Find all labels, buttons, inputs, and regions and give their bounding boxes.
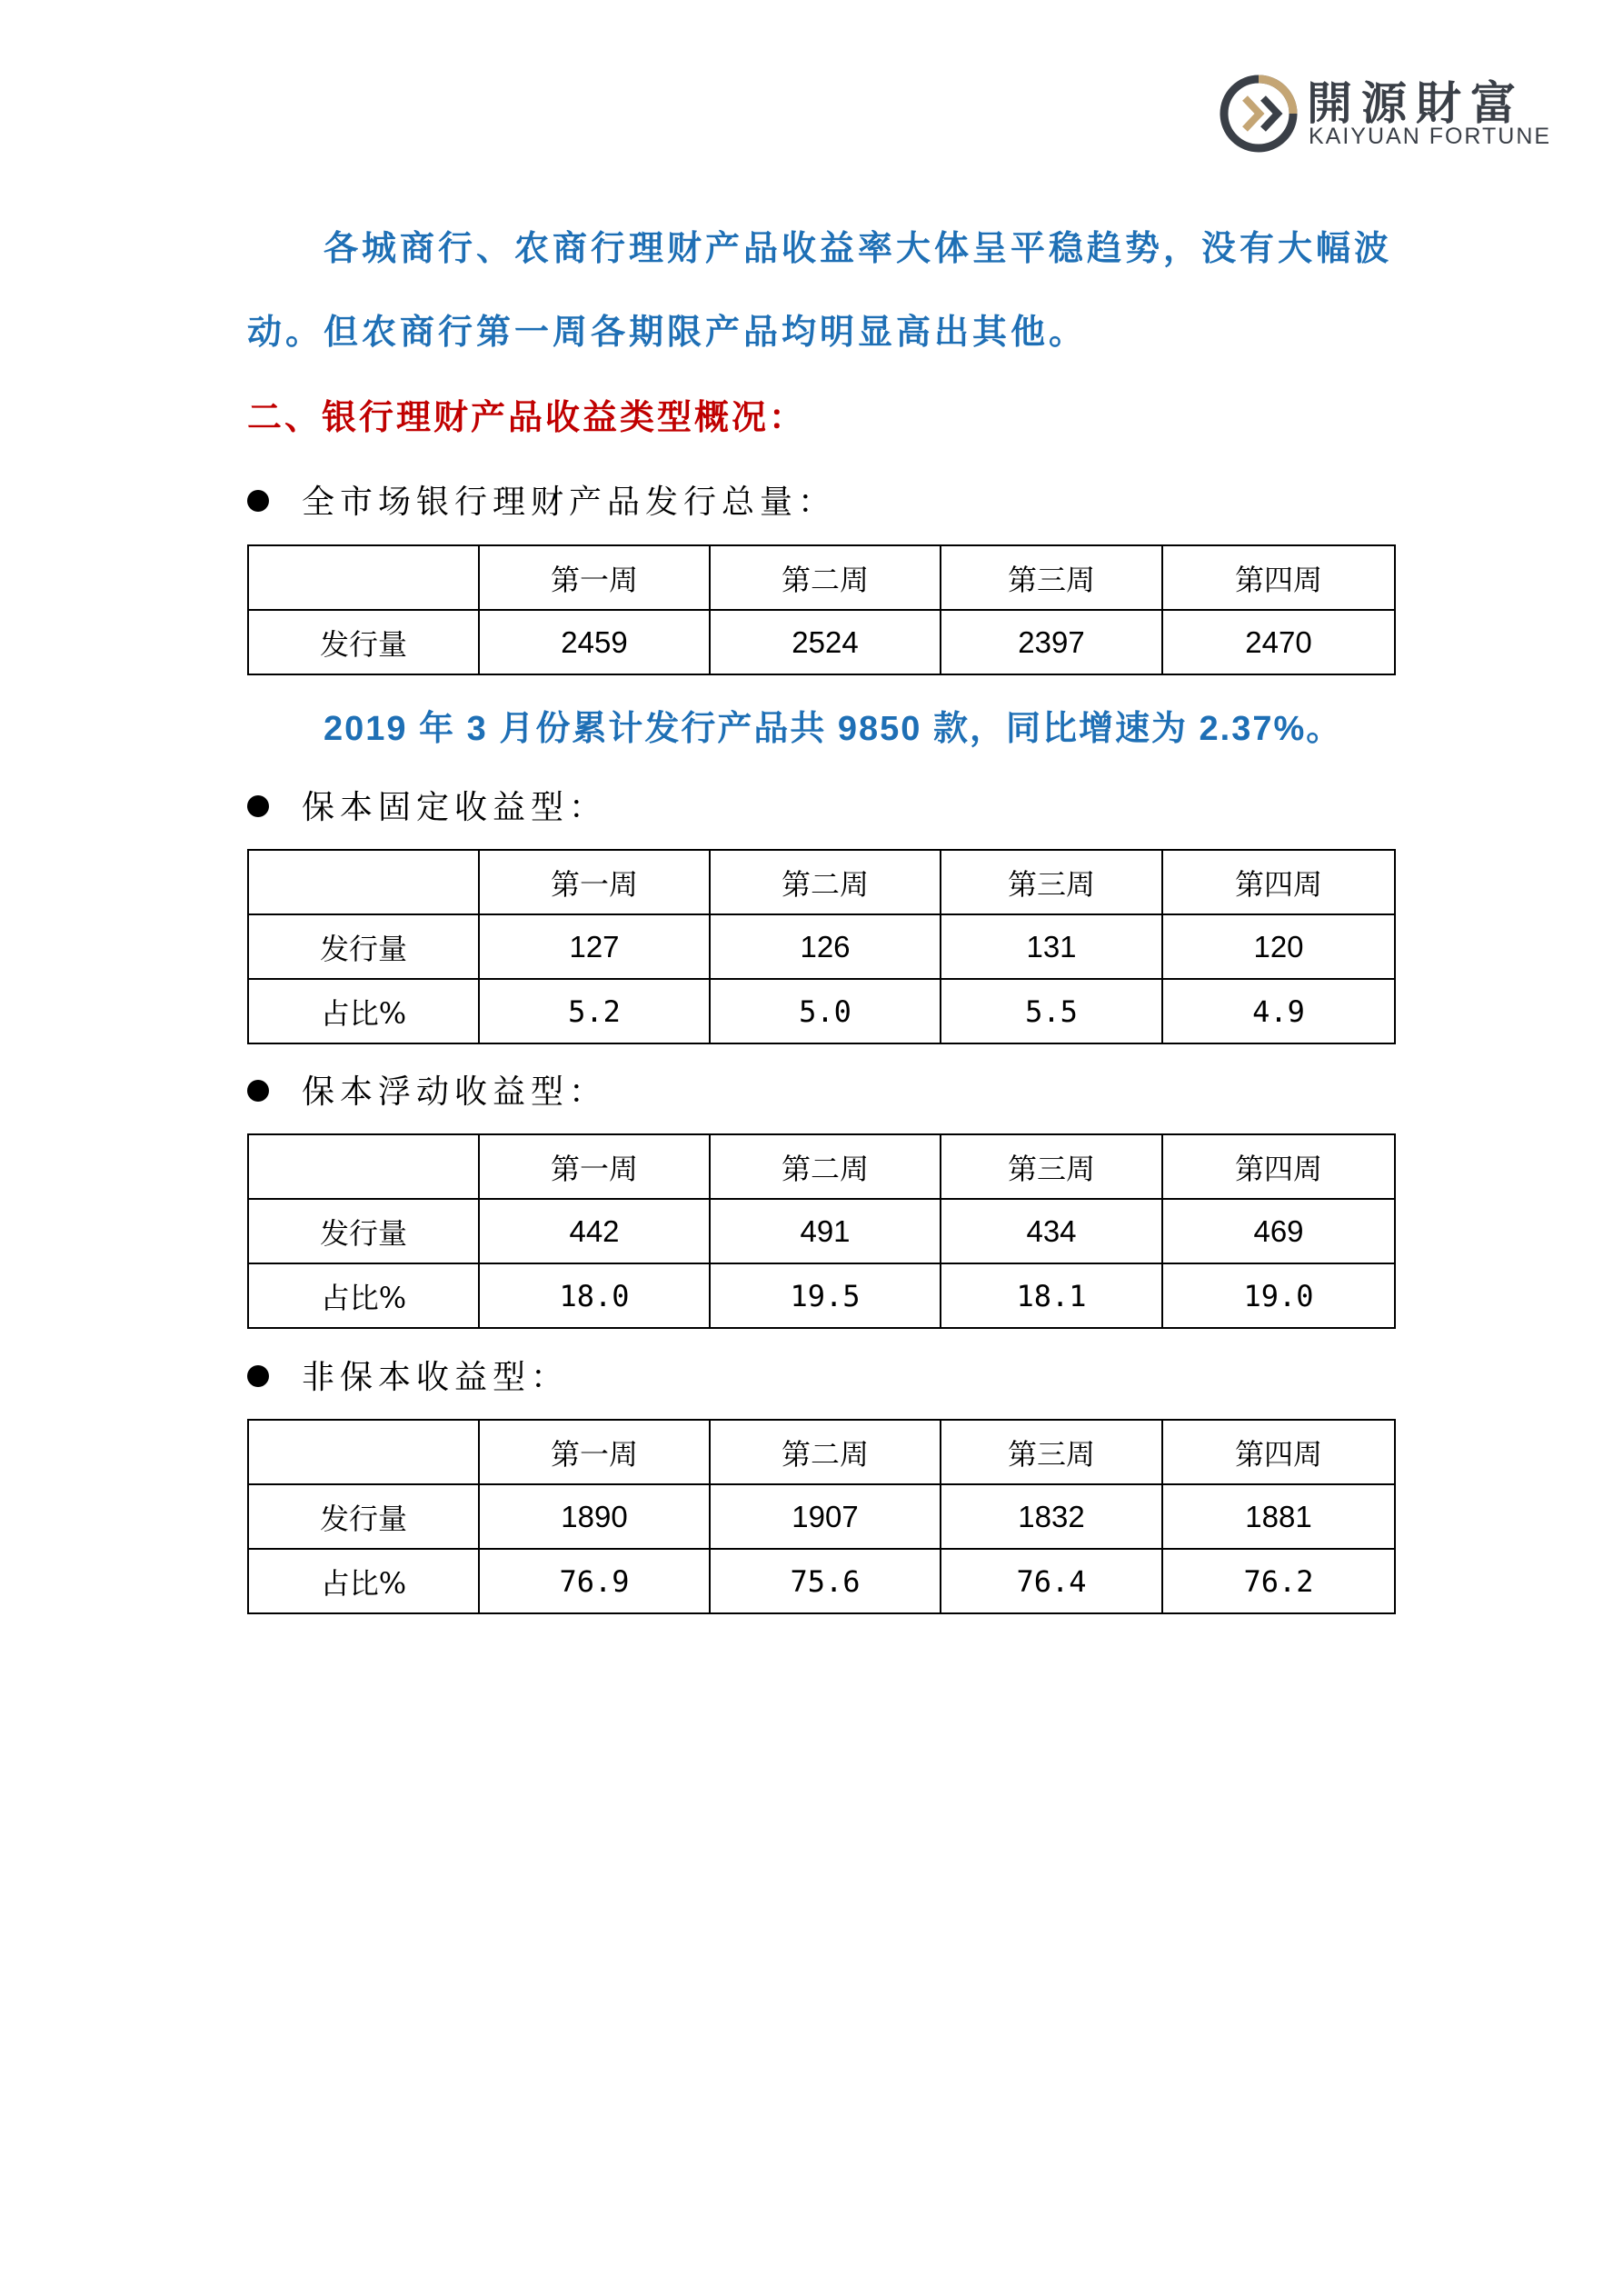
bullet-dot-icon [247, 795, 269, 817]
table-cell: 2524 [710, 610, 941, 674]
table-cell: 18.1 [941, 1263, 1162, 1328]
table-cell: 120 [1162, 914, 1395, 979]
header-cell: 第四周 [1162, 850, 1395, 914]
table-cell: 2459 [479, 610, 710, 674]
header-cell: 第一周 [479, 1134, 710, 1199]
header-cell [248, 1420, 479, 1484]
bullet-title: 全市场银行理财产品发行总量： [302, 484, 837, 521]
table-header-row [248, 850, 1395, 914]
header-cell: 第二周 [710, 545, 941, 610]
bullet-dot-icon [247, 1080, 269, 1102]
table-cell: 434 [941, 1199, 1162, 1263]
header-cell: 第三周 [941, 1420, 1162, 1484]
table-cell: 1832 [941, 1484, 1162, 1549]
table-row [248, 1199, 1395, 1263]
table-cell: 491 [710, 1199, 941, 1263]
row-label: 发行量 [248, 914, 479, 979]
header-cell [248, 1134, 479, 1199]
header-cell: 第一周 [479, 545, 710, 610]
table-row [248, 1263, 1395, 1328]
table-header-row [248, 1420, 1395, 1484]
header-cell: 第二周 [710, 1420, 941, 1484]
table-cell: 75.6 [710, 1549, 941, 1613]
table-cell: 1881 [1162, 1484, 1395, 1549]
table-cell: 5.5 [941, 979, 1162, 1043]
bullet-non-guaranteed [247, 1352, 569, 1398]
intro-line-2: 动。但农商行第一周各期限产品均明显高出其他。 [247, 311, 1088, 352]
monthly-summary: 2019 年 3 月份累计发行产品共 9850 款，同比增速为 2.37%。 [324, 710, 1343, 748]
table-fixed-income [247, 849, 1396, 1044]
table-cell: 2397 [941, 610, 1162, 674]
header-cell: 第四周 [1162, 1134, 1395, 1199]
table-cell: 76.9 [479, 1549, 710, 1613]
table-floating-income [247, 1133, 1396, 1329]
header-cell: 第三周 [941, 545, 1162, 610]
table-cell: 19.5 [710, 1263, 941, 1328]
row-label: 占比% [248, 1263, 479, 1328]
table-cell: 18.0 [479, 1263, 710, 1328]
table-header-row [248, 545, 1395, 610]
table-cell: 127 [479, 914, 710, 979]
section-heading: 二、银行理财产品收益类型概况： [247, 396, 807, 437]
header-cell: 第三周 [941, 850, 1162, 914]
bullet-dot-icon [247, 490, 269, 512]
header-cell: 第四周 [1162, 545, 1395, 610]
row-label: 占比% [248, 979, 479, 1043]
bullet-floating-income [247, 1066, 607, 1113]
header-cell: 第三周 [941, 1134, 1162, 1199]
table-cell: 76.2 [1162, 1549, 1395, 1613]
bullet-title: 保本固定收益型： [302, 789, 608, 826]
header-cell [248, 850, 479, 914]
logo-chinese-name: 開源財富 [1307, 77, 1525, 130]
table-cell: 469 [1162, 1199, 1395, 1263]
row-label: 占比% [248, 1549, 479, 1613]
table-cell: 1890 [479, 1484, 710, 1549]
header-cell [248, 545, 479, 610]
bullet-title: 非保本收益型： [302, 1359, 570, 1396]
header-cell: 第四周 [1162, 1420, 1395, 1484]
company-logo [1218, 67, 1581, 158]
intro-line-1: 各城商行、农商行理财产品收益率大体呈平稳趋势，没有大幅波 [324, 227, 1393, 268]
table-cell: 5.2 [479, 979, 710, 1043]
bullet-title: 保本浮动收益型： [302, 1073, 608, 1111]
header-cell: 第一周 [479, 1420, 710, 1484]
table-cell: 1907 [710, 1484, 941, 1549]
bullet-dot-icon [247, 1365, 269, 1387]
kaiyuan-logo-icon [1218, 73, 1299, 155]
table-row [248, 1484, 1395, 1549]
bullet-total-issuance [247, 476, 836, 523]
row-label: 发行量 [248, 610, 479, 674]
table-header-row [248, 1134, 1395, 1199]
table-cell: 19.0 [1162, 1263, 1395, 1328]
table-cell: 131 [941, 914, 1162, 979]
bullet-fixed-income [247, 782, 607, 828]
table-non-guaranteed [247, 1419, 1396, 1614]
table-row [248, 610, 1395, 674]
row-label: 发行量 [248, 1484, 479, 1549]
table-cell: 5.0 [710, 979, 941, 1043]
table-total-issuance [247, 544, 1396, 675]
table-row [248, 1549, 1395, 1613]
table-cell: 76.4 [941, 1549, 1162, 1613]
table-cell: 442 [479, 1199, 710, 1263]
table-row [248, 979, 1395, 1043]
logo-english-name: KAIYUAN FORTUNE [1309, 124, 1552, 149]
header-cell: 第二周 [710, 1134, 941, 1199]
table-cell: 2470 [1162, 610, 1395, 674]
row-label: 发行量 [248, 1199, 479, 1263]
header-cell: 第一周 [479, 850, 710, 914]
table-cell: 4.9 [1162, 979, 1395, 1043]
table-row [248, 914, 1395, 979]
table-cell: 126 [710, 914, 941, 979]
header-cell: 第二周 [710, 850, 941, 914]
